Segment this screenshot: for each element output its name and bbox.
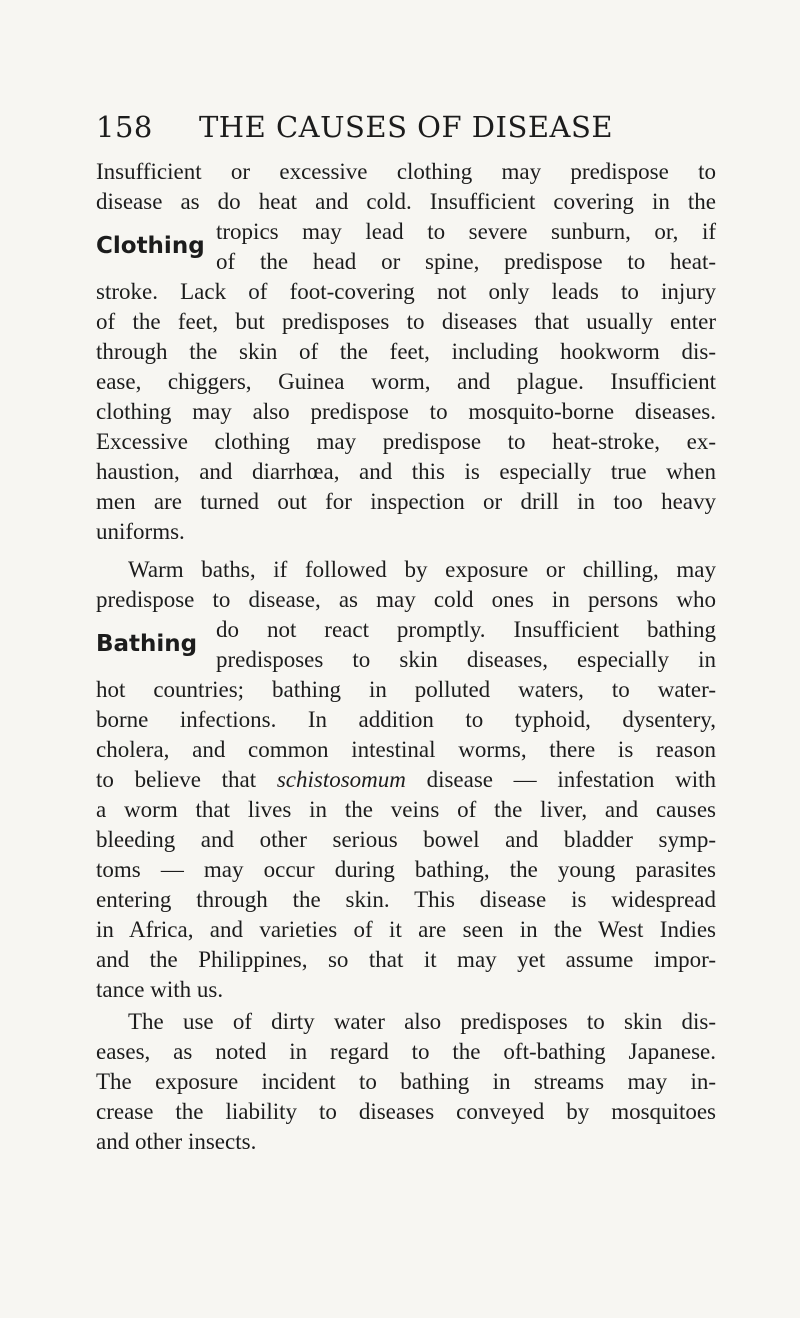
- text-span: disease — infestation with: [426, 767, 717, 792]
- text-line: and other insects.: [96, 1129, 257, 1154]
- text-line: a worm that lives in the veins of the liver, and causes: [96, 797, 716, 822]
- text-line: through the skin of the feet, including hookworm dis-: [96, 339, 716, 364]
- text-line: Warm baths, if followed by exposure or chilling, may: [128, 557, 716, 582]
- text-line: and the Philippines, so that it may yet assume impor-: [96, 947, 716, 972]
- text-line: tance with us.: [96, 977, 224, 1002]
- sidenote-bathing: Bathing: [96, 631, 198, 657]
- text-line: in Africa, and varieties of it are seen in the West Indies: [96, 917, 716, 942]
- text-line: men are turned out for inspection or drill in too heavy: [96, 489, 716, 514]
- running-header: [96, 110, 716, 150]
- text-line: Excessive clothing may predispose to heat-stroke, ex-: [96, 429, 716, 454]
- text-line: of the head or spine, predispose to heat-: [216, 249, 716, 274]
- text-line: Insufficient or excessive clothing may predispose to: [96, 159, 716, 184]
- text-line: do not react promptly. Insufficient bathing: [216, 617, 716, 642]
- text-line: The use of dirty water also predisposes to skin dis-: [128, 1009, 716, 1034]
- text-line: predispose to disease, as may cold ones in persons who: [96, 587, 716, 612]
- italic-term: schistosomum: [276, 767, 406, 792]
- text-line: stroke. Lack of foot-covering not only leads to injury: [96, 279, 716, 304]
- text-line: tropics may lead to severe sunburn, or, if: [216, 219, 716, 244]
- text-line: cholera, and common intestinal worms, there is reason: [96, 737, 716, 762]
- text-line: borne infections. In addition to typhoid, dysentery,: [96, 707, 716, 732]
- page-number: 158: [96, 110, 153, 144]
- text-line: bleeding and other serious bowel and bladder symp-: [96, 827, 716, 852]
- text-line: uniforms.: [96, 519, 185, 544]
- text-line: entering through the skin. This disease is widespread: [96, 887, 716, 912]
- sidenote-clothing: Clothing: [96, 233, 205, 259]
- text-span: to believe that: [96, 767, 257, 792]
- text-line: hot countries; bathing in polluted waters, to water-: [96, 677, 716, 702]
- text-line: of the feet, but predisposes to diseases that usually enter: [96, 309, 716, 334]
- text-line: predisposes to skin diseases, especially in: [216, 647, 716, 672]
- running-title: THE CAUSES OF DISEASE: [198, 110, 614, 144]
- text-line: [96, 765, 716, 795]
- text-line: toms — may occur during bathing, the young parasites: [96, 857, 716, 882]
- text-line: disease as do heat and cold. Insufficient covering in the: [96, 189, 716, 214]
- text-line: ease, chiggers, Guinea worm, and plague. Insufficient: [96, 369, 716, 394]
- text-line: crease the liability to diseases conveyed by mosquitoes: [96, 1099, 716, 1124]
- text-line: clothing may also predispose to mosquito-borne diseases.: [96, 399, 716, 424]
- text-line: eases, as noted in regard to the oft-bathing Japanese.: [96, 1039, 716, 1064]
- text-line: The exposure incident to bathing in streams may in-: [96, 1069, 716, 1094]
- text-line: haustion, and diarrhœa, and this is especially true when: [96, 459, 716, 484]
